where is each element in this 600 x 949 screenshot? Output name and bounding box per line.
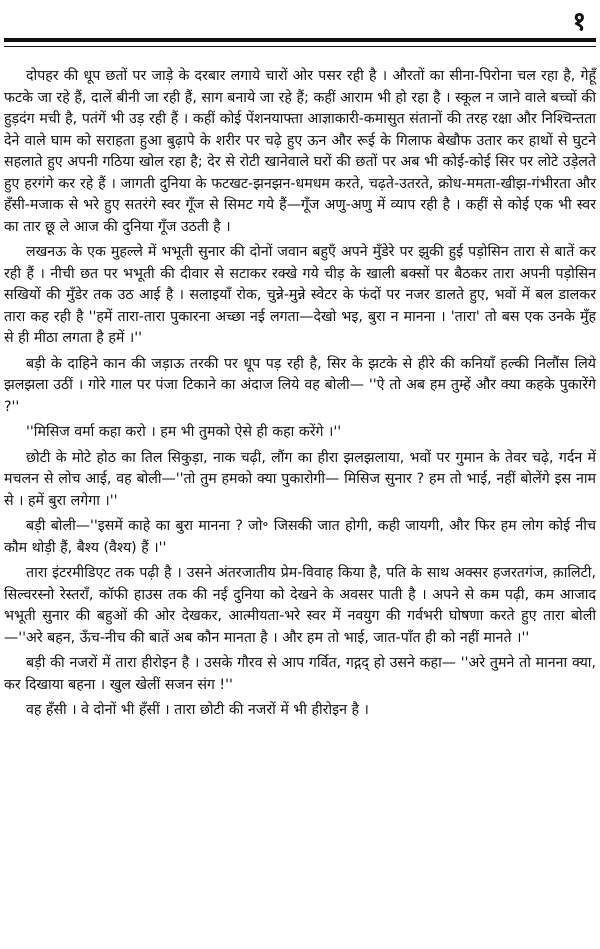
paragraph-6: बड़ी बोली—''इसमें काहे का बुरा मानना ? जो॰ जिसकी जात होगी, कही जायगी, और फिर हम लोग कोई नीच कौम थोड़ी हैं, बैश्य (वैश्य) हैं ।'' xyxy=(4,518,596,556)
paragraph-2: लखनऊ के एक मुहल्ले में भभूती सुनार की दोनों जवान बहुएँ अपने मुँडेरे पर झुकी हुई पड़ोसिन तारा से बातें कर रही हैं । नीची छत पर भभूती की दीवार से सटाकर रक्खे गये चीड़ के खाली बक्सों पर बैठकर तारा अपनी पड़ोसिन सखियों की मुँडेर तक उठ आई है । सलाइयाँ रोक, चुन्ने-मुन्ने स्वेटर के फंदों पर नजर डालते हुए, भवों में बल डालकर तारा कह रही है ''हमें तारा-तारा पुकारना अच्छा नई लगता—देखो भइ, बुरा न मानना । 'तारा' तो बस एक उनके मुँह से ही मीठा लगता है हमें ।'' xyxy=(4,244,596,346)
page-body xyxy=(4,66,596,722)
paragraph-9: वह हँसी । वे दोनों भी हँसीं । तारा छोटी की नजरों में भी हीरोइन है । xyxy=(26,702,369,718)
header-rule-thick xyxy=(4,38,596,42)
header-rule-thin xyxy=(4,46,596,47)
page-number: १ xyxy=(572,7,586,37)
paragraph-7: तारा इंटरमीडिएट तक पढ़ी है । उसने अंतरजातीय प्रेम-विवाह किया है, पति के साथ अक्सर हजरतगंज, क़ालिटी, सिल्वरस्नो रेस्तराँ, कॉफी हाउस तक की नई दुनिया को देखने के अवसर पाती है । अपने से कम पढ़ी, कम आजाद भभूती सुनार की बहुओं की ओर देखकर, आत्मीयता-भरे स्वर में नवयुग की गर्वभरी घोषणा करते हुए तारा बोली—''अरे बहन, ऊँच-नीच की बातें अब कौन मानता है । और हम तो भाई, जात-पाँत ही को नहीं मानते ।'' xyxy=(4,565,596,646)
paragraph-3: बड़ी के दाहिने कान की जड़ाऊ तरकी पर धूप पड़ रही है, सिर के झटके से हीरे की कनियाँ हल्की निलौंस लिये झलझला उठीं । गोरे गाल पर पंजा टिकाने का अंदाज लिये वह बोली— ''ऐ तो अब हम तुम्हें और क्या कहके पुकारेंगे ?'' xyxy=(4,355,596,415)
paragraph-8: बड़ी की नजरों में तारा हीरोइन है । उसके गौरव से आप गर्वित, गद्गद् हो उसने कहा— ''अरे तुमने तो मानना क्या, कर दिखाया बहना । खुल खेलीं सजन संग !'' xyxy=(4,655,596,693)
paragraph-4: ''मिसिज वर्मा कहा करो । हम भी तुमको ऐसे ही कहा करेंगे ।'' xyxy=(26,424,342,440)
paragraph-1: दोपहर की धूप छतों पर जाड़े के दरबार लगाये चारों ओर पसर रही है । औरतों का सीना-पिरोना चल रहा है, गेहूँ फटके जा रहे हैं, दालें बीनी जा रही हैं, साग बनाये जा रहे हैं; कहीं आराम भी हो रहा है । स्कूल न जाने वाले बच्चों की हुड़दंग मची है, पतंगें भी उड़ रही हैं । कहीं कोई पेंशनयाफ्ता आज्ञाकारी-कमासुत संतानों की तरह रक्षा और निश्चिन्तता देने वाले घाम को सराहता हुआ बुढ़ापे के शरीर पर चढ़े हुए ऊन और रूई के गिलाफ बेखौफ उतार कर हाथों से घुटने सहलाते हुए अपनी गठिया खोल रहा है; देर से रोटी खानेवाले घरों की छतों पर अब भी कोई-कोई सिर पर लोटे उड़ेलते हुए हरगंगे कर रहे हैं । जागती दुनिया के फटखट-झनझन-धमधम करते, चढ़ते-उतरते, क्रोध-ममता-खीझ-गंभीरता और हँसी-मजाक से भरे हुए सतरंगे स्वर गूँज से सिमट गये हैं—गूँज अणु-अणु में व्याप रही है । कहीं से कोई एक भी स्वर का तार छू ले आज की दुनिया गूँज उठती है । xyxy=(4,68,596,235)
paragraph-5: छोटी के मोटे होठ का तिल सिकुड़ा, नाक चढ़ी, लौंग का हीरा झलझलाया, भवों पर गुमान के तेवर चढ़े, गर्दन में मचलन से लोच आई, वह बोली—''तो तुम हमको क्या पुकारोगी— मिसिज सुनार ? हम तो भाई, नहीं बोलेंगे इस नाम से । हमें बुरा लगेगा ।'' xyxy=(4,449,596,509)
